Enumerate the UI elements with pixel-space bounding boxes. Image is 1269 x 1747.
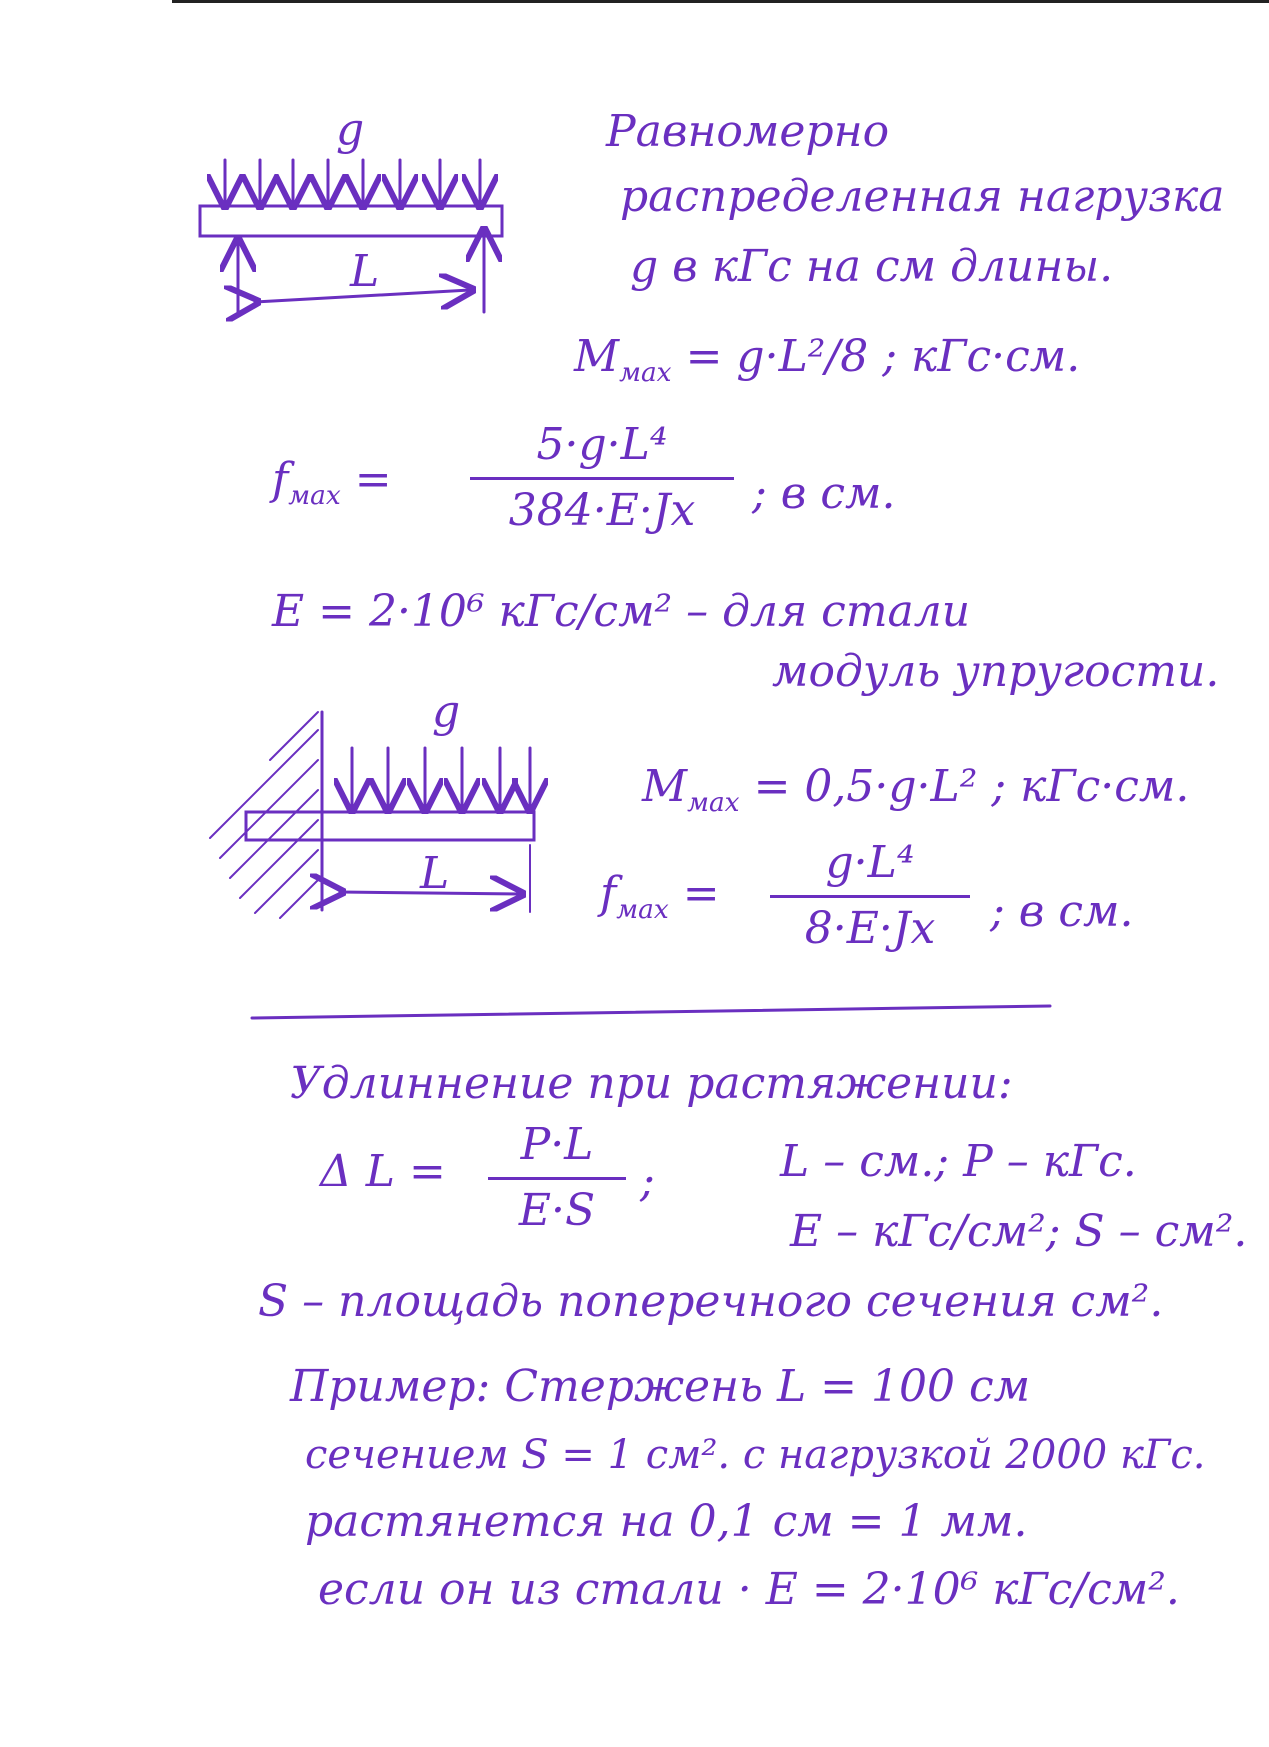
wall-hatching bbox=[210, 712, 318, 918]
elastic-modulus-caption: модуль упругости. bbox=[772, 646, 1220, 697]
fmax2-subscript: мах bbox=[616, 893, 669, 925]
mmax2-subscript: мах bbox=[687, 786, 740, 818]
delta-l-numerator: P·L bbox=[520, 1119, 594, 1170]
fmax1-unit: ; в см. bbox=[752, 468, 896, 519]
distributed-load-arrows-1 bbox=[225, 160, 480, 204]
fmax1-numerator: 5·g·L⁴ bbox=[536, 419, 668, 470]
heading-line-3: g в кГс на см длины. bbox=[630, 241, 1114, 292]
heading-line-1: Равномерно bbox=[606, 106, 890, 157]
delta-l-fraction-bar bbox=[488, 1177, 626, 1180]
heading-line-2: распределенная нагрузка bbox=[620, 171, 1225, 222]
fmax2-fraction bbox=[770, 838, 970, 954]
fmax2-fraction-bar bbox=[770, 895, 970, 898]
diagram2-load-label: g bbox=[432, 686, 461, 737]
fmax1-lhs bbox=[272, 454, 392, 511]
units-line-1: L – см.; P – кГс. bbox=[780, 1136, 1137, 1187]
cantilever-beam-diagram bbox=[210, 712, 534, 918]
fmax2-equals: = bbox=[682, 868, 720, 919]
fmax2-numerator: g·L⁴ bbox=[825, 837, 915, 888]
fmax1-fraction bbox=[470, 420, 734, 536]
diagram1-span-label: L bbox=[350, 246, 380, 297]
delta-l-fraction bbox=[488, 1120, 626, 1236]
delta-l-lhs: Δ L = bbox=[320, 1146, 446, 1197]
fmax1-denominator: 384·E·Jx bbox=[508, 484, 696, 536]
fmax1-equals: = bbox=[354, 454, 392, 505]
elongation-heading: Удлиннение при растяжении: bbox=[290, 1058, 1013, 1109]
elastic-modulus-line: E = 2·10⁶ кГс/см² – для стали bbox=[272, 586, 971, 637]
fmax2-lhs bbox=[600, 868, 720, 925]
fmax1-subscript: мах bbox=[288, 479, 341, 511]
mmax2-formula bbox=[642, 761, 1190, 818]
mmax1-subscript: мах bbox=[619, 356, 672, 388]
section-divider bbox=[252, 1006, 1050, 1018]
example-line-4: если он из стали · E = 2·10⁶ кГс/см². bbox=[318, 1564, 1180, 1615]
fmax1-fraction-bar bbox=[470, 477, 734, 480]
beam-2 bbox=[246, 812, 534, 840]
mmax1-rhs: = g·L²/8 ; кГс·см. bbox=[685, 331, 1081, 382]
mmax2-rhs: = 0,5·g·L² ; кГс·см. bbox=[753, 761, 1190, 812]
example-line-1: Пример: Стержень L = 100 см bbox=[290, 1361, 1031, 1412]
fmax2-unit: ; в см. bbox=[990, 886, 1134, 937]
mmax2-symbol: M bbox=[642, 761, 688, 812]
fmax2-symbol: f bbox=[600, 868, 617, 919]
delta-l-denominator: E·S bbox=[518, 1184, 596, 1236]
diagram2-span-label: L bbox=[420, 848, 450, 899]
mmax1-formula bbox=[574, 331, 1081, 388]
example-line-2: сечением S = 1 см². с нагрузкой 2000 кГс. bbox=[305, 1432, 1206, 1478]
distributed-load-arrows-2 bbox=[352, 748, 530, 808]
mmax1-symbol: M bbox=[574, 331, 620, 382]
example-line-3: растянется на 0,1 см = 1 мм. bbox=[305, 1496, 1028, 1547]
diagram1-load-label: g bbox=[336, 104, 365, 155]
cross-section-definition: S – площадь поперечного сечения см². bbox=[258, 1276, 1164, 1327]
beam-1 bbox=[200, 206, 502, 236]
fmax2-denominator: 8·E·Jx bbox=[804, 902, 936, 954]
units-line-2: E – кГс/см²; S – см². bbox=[790, 1206, 1248, 1257]
delta-l-semicolon: ; bbox=[640, 1156, 655, 1207]
fmax1-symbol: f bbox=[272, 454, 289, 505]
